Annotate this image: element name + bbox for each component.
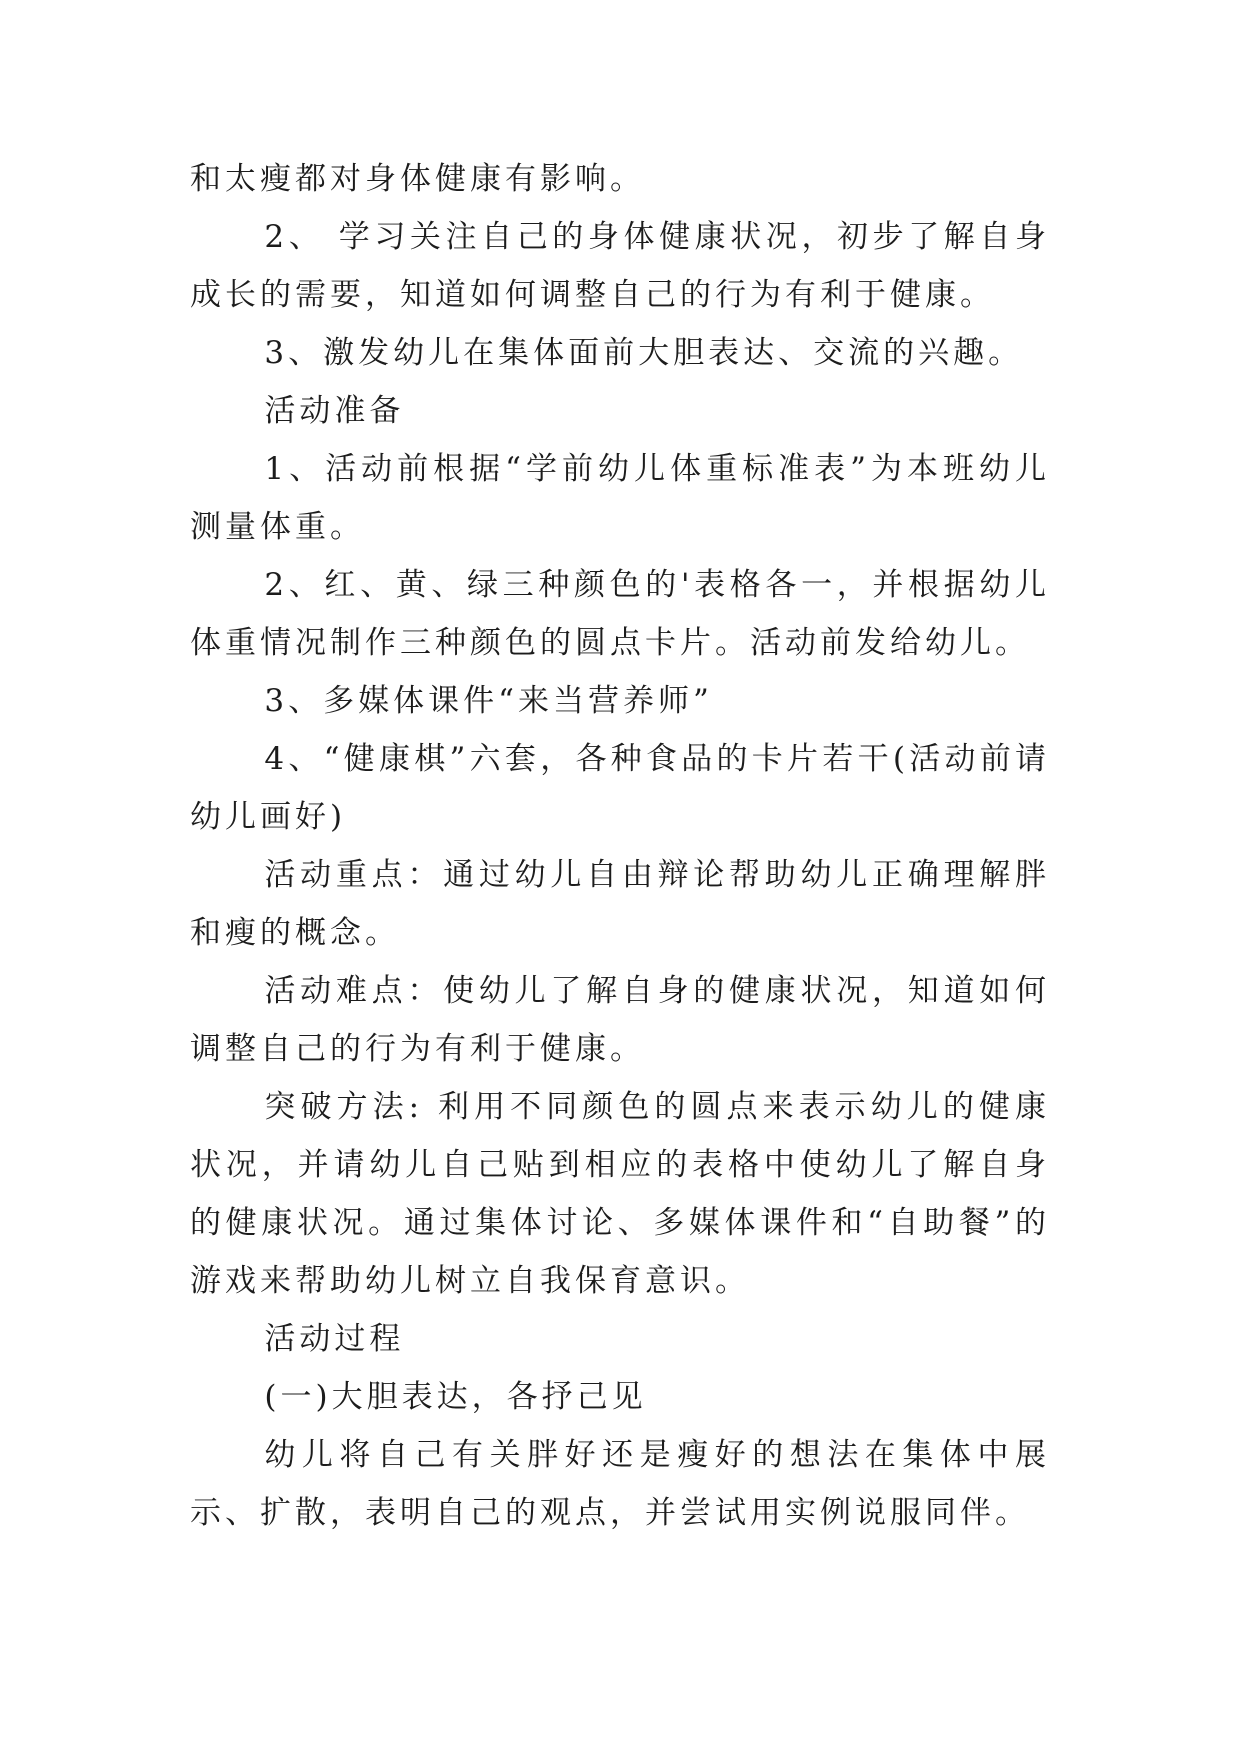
paragraph-breakthrough-method: 突破方法: 利用不同颜色的圆点来表示幼儿的健康状况，并请幼儿自己贴到相应的表格中使幼儿了解自身的健康状况。通过集体讨论、多媒体课件和“自助餐”的游戏来帮助幼儿树立自我保育意识。 — [190, 1089, 1050, 1299]
paragraph-7: 3、多媒体课件“来当营养师” — [264, 683, 713, 719]
section-heading-activity-process: 活动过程 — [264, 1321, 405, 1357]
paragraph-5: 1、活动前根据“学前幼儿体重标准表”为本班幼儿测量体重。 — [190, 451, 1050, 545]
paragraph-6: 2、红、黄、绿三种颜色的'表格各一，并根据幼儿体重情况制作三种颜色的圆点卡片。活动前发给幼儿。 — [190, 567, 1050, 661]
paragraph-key-point: 活动重点：通过幼儿自由辩论帮助幼儿正确理解胖和瘦的概念。 — [190, 857, 1050, 951]
paragraph-1: 和太瘦都对身体健康有影响。 — [190, 161, 645, 197]
document-body — [190, 150, 1050, 1542]
paragraph-8: 4、“健康棋”六套，各种食品的卡片若干(活动前请幼儿画好) — [190, 741, 1050, 835]
paragraph-difficulty: 活动难点：使幼儿了解自身的健康状况，知道如何调整自己的行为有利于健康。 — [190, 973, 1050, 1067]
paragraph-2: 2、 学习关注自己的身体健康状况，初步了解自身成长的需要，知道如何调整自己的行为有利于健康。 — [190, 219, 1050, 313]
paragraph-14: 幼儿将自己有关胖好还是瘦好的想法在集体中展示、扩散，表明自己的观点，并尝试用实例说服同伴。 — [190, 1437, 1050, 1531]
section-heading-activity-preparation: 活动准备 — [264, 393, 405, 429]
subsection-heading-1: (一)大胆表达，各抒己见 — [264, 1379, 647, 1415]
paragraph-3: 3、激发幼儿在集体面前大胆表达、交流的兴趣。 — [264, 335, 1024, 371]
